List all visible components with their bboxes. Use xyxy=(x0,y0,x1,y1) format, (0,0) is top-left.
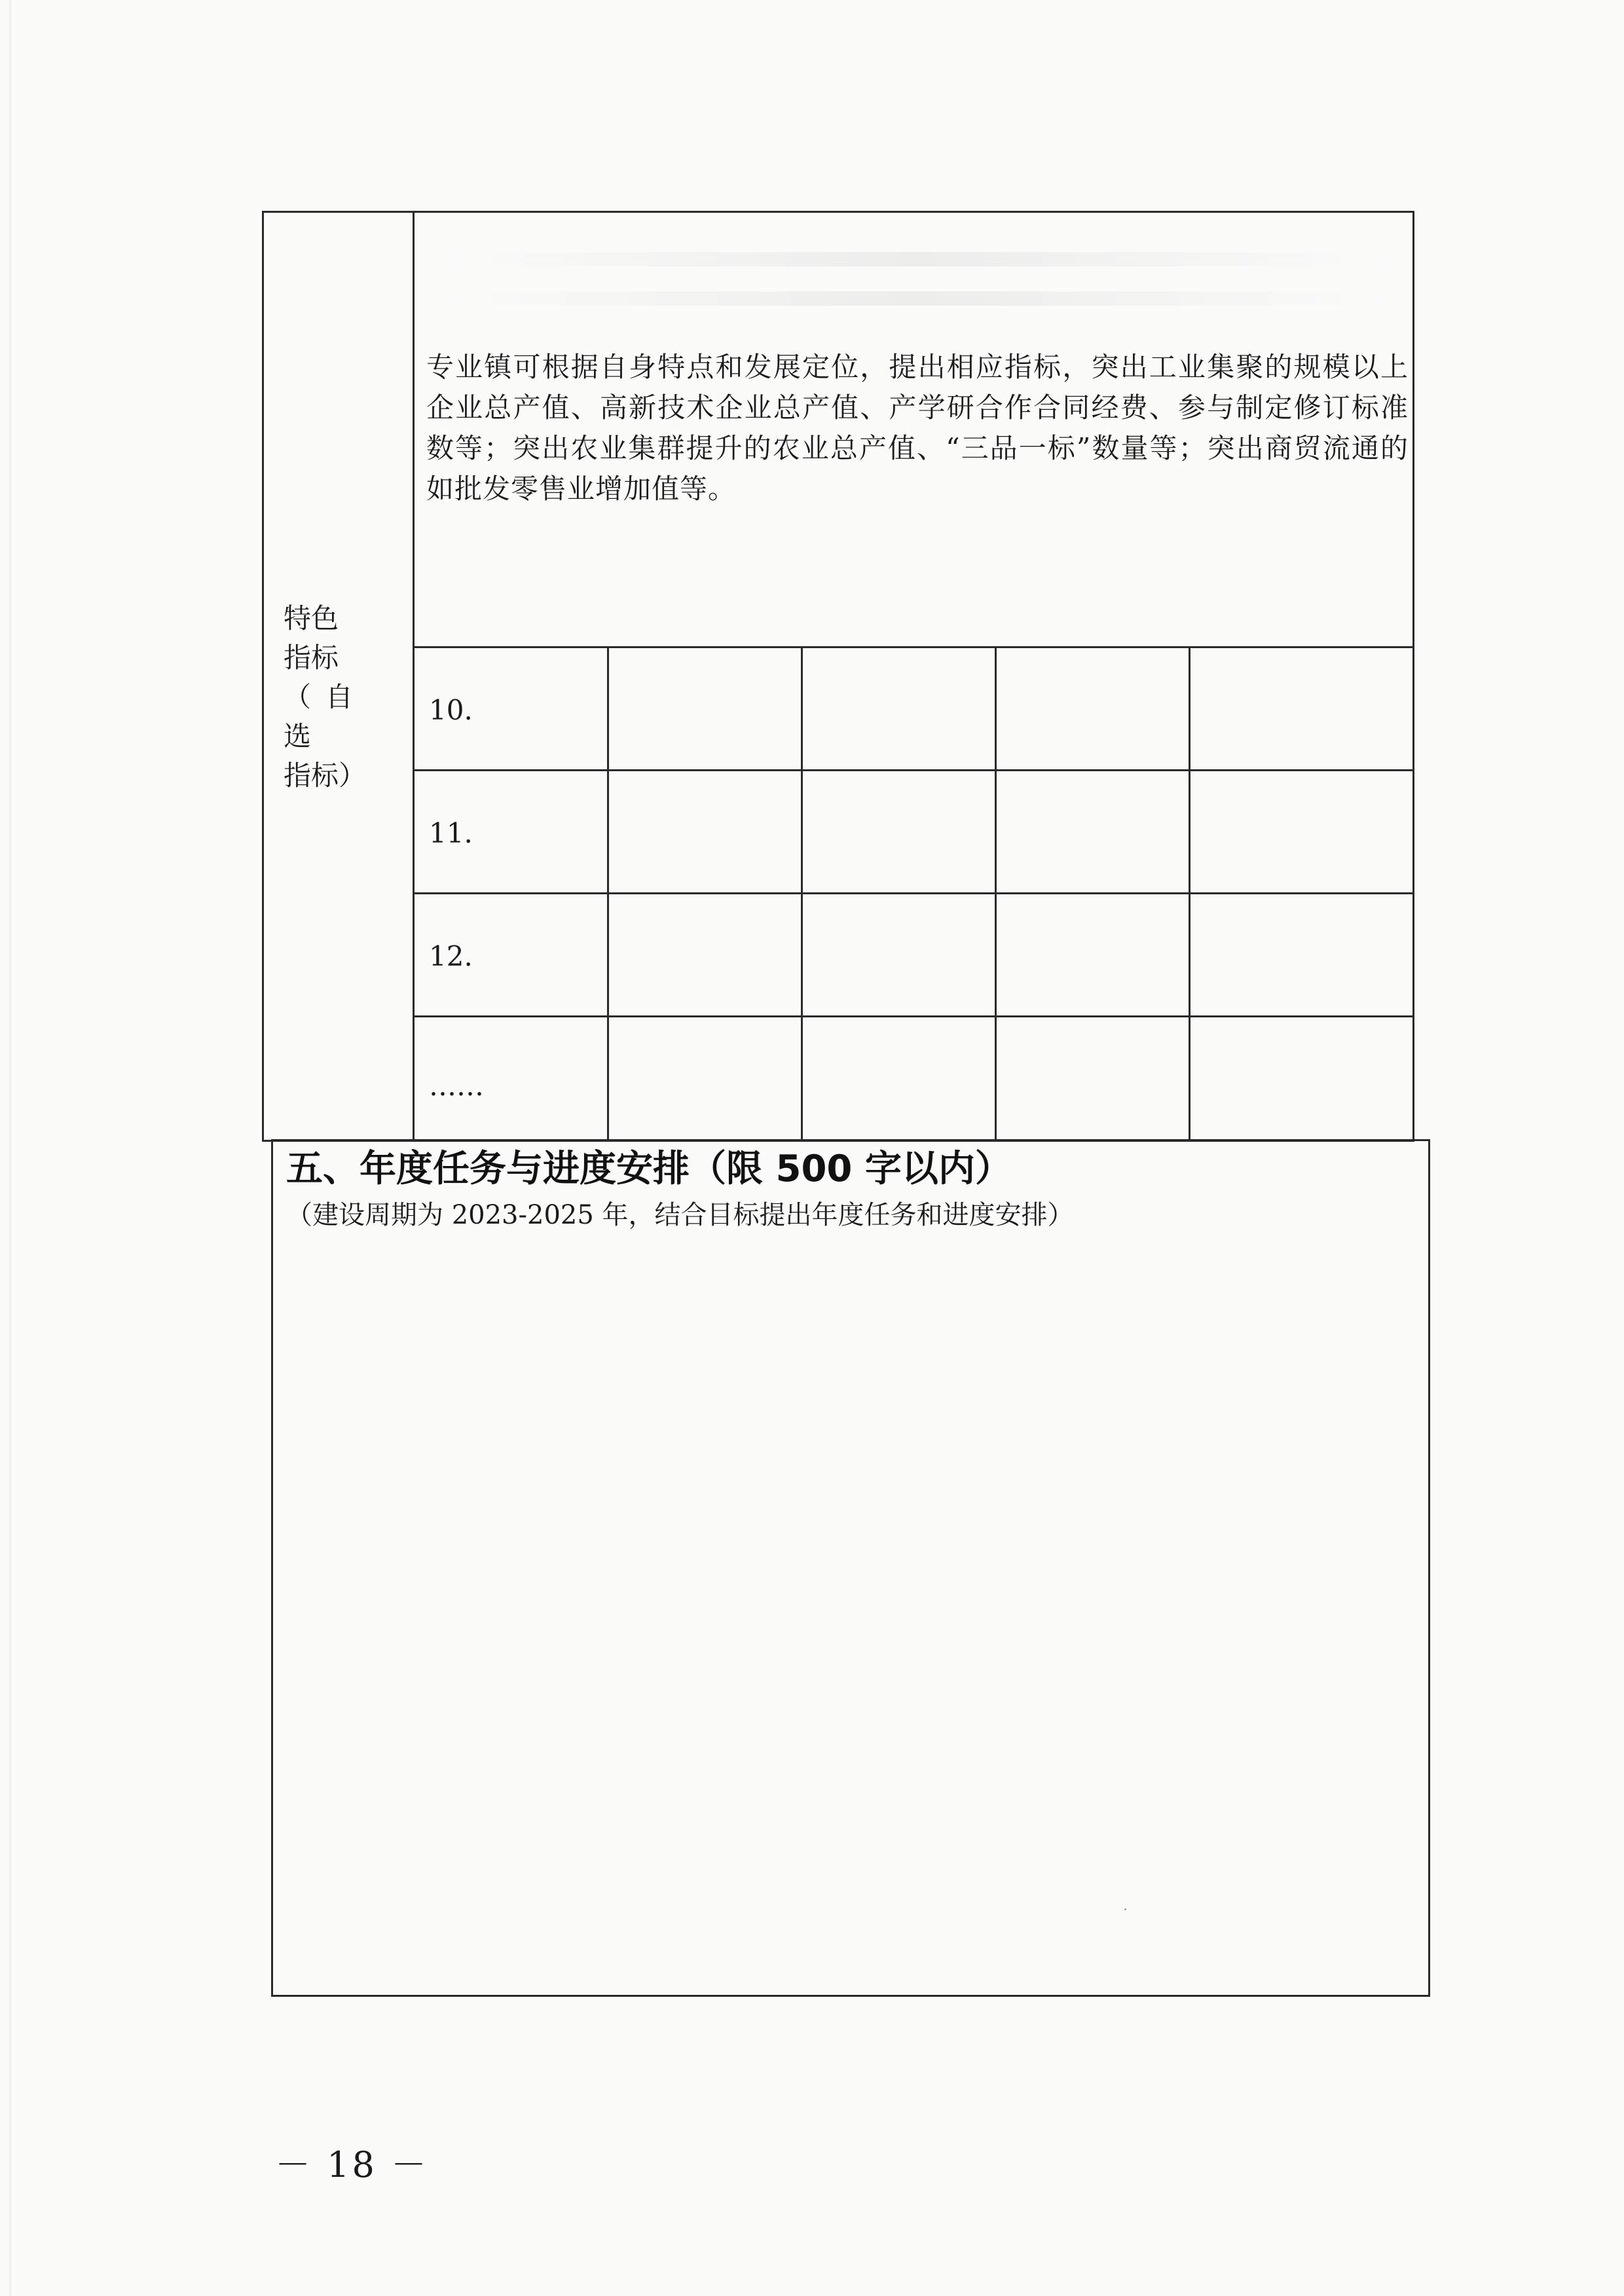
table-cell xyxy=(609,771,803,892)
row-number: 10. xyxy=(429,694,473,726)
row-number: 12. xyxy=(429,940,473,972)
scan-edge xyxy=(9,0,11,2296)
row-label-cell xyxy=(264,213,415,1140)
scan-artifact xyxy=(441,252,1393,266)
indicator-note: 专业镇可根据自身特点和发展定位，提出相应指标，突出工业集聚的规模以上企业总产值、高新技术企业总产值、产学研合作合同经费、参与制定修订标准数等；突出农业集群提升的农业总产值、“三品一标”数量等；突出商贸流通的如批发零售业增加值等。 xyxy=(426,351,1409,505)
table-cell xyxy=(997,648,1190,769)
table-cell xyxy=(1190,894,1412,1015)
annual-tasks-section xyxy=(271,1139,1430,1997)
table-cell xyxy=(609,1017,803,1142)
scan-artifact xyxy=(441,291,1393,306)
table-cell xyxy=(803,648,997,769)
section-subtitle: （建设周期为 2023-2025 年，结合目标提出年度任务和进度安排） xyxy=(286,1200,1074,1230)
row-number-cell xyxy=(415,648,609,769)
table-cell xyxy=(803,894,997,1015)
row-label-line: 特色 xyxy=(284,602,339,634)
row-number: …… xyxy=(429,1070,484,1102)
table-cell xyxy=(803,771,997,892)
table-cell xyxy=(1190,648,1412,769)
table-cell xyxy=(1190,771,1412,892)
row-label-line: （自选 xyxy=(284,681,368,752)
row-number-cell xyxy=(415,771,609,892)
table-row xyxy=(415,1017,1412,1142)
row-number-cell xyxy=(415,1017,609,1142)
row-number-cell xyxy=(415,894,609,1015)
table-row xyxy=(415,648,1412,771)
table-cell xyxy=(609,648,803,769)
row-number: 11. xyxy=(429,817,473,849)
section-title: 五、年度任务与进度安排（限 500 字以内） xyxy=(286,1148,1012,1190)
table-cell xyxy=(1190,1017,1412,1142)
table-row xyxy=(415,771,1412,894)
feature-indicator-table xyxy=(262,211,1414,1142)
row-label xyxy=(284,599,401,795)
table-cell xyxy=(997,771,1190,892)
table-row xyxy=(415,894,1412,1017)
table-cell xyxy=(997,894,1190,1015)
scan-speck xyxy=(1124,1908,1126,1910)
row-label-line: 指标 xyxy=(284,642,339,674)
indicator-note-cell xyxy=(415,213,1412,648)
table-cell xyxy=(609,894,803,1015)
table-cell xyxy=(803,1017,997,1142)
page-number: － 18 － xyxy=(275,2144,430,2185)
row-label-line: 指标） xyxy=(284,759,367,792)
table-cell xyxy=(997,1017,1190,1142)
